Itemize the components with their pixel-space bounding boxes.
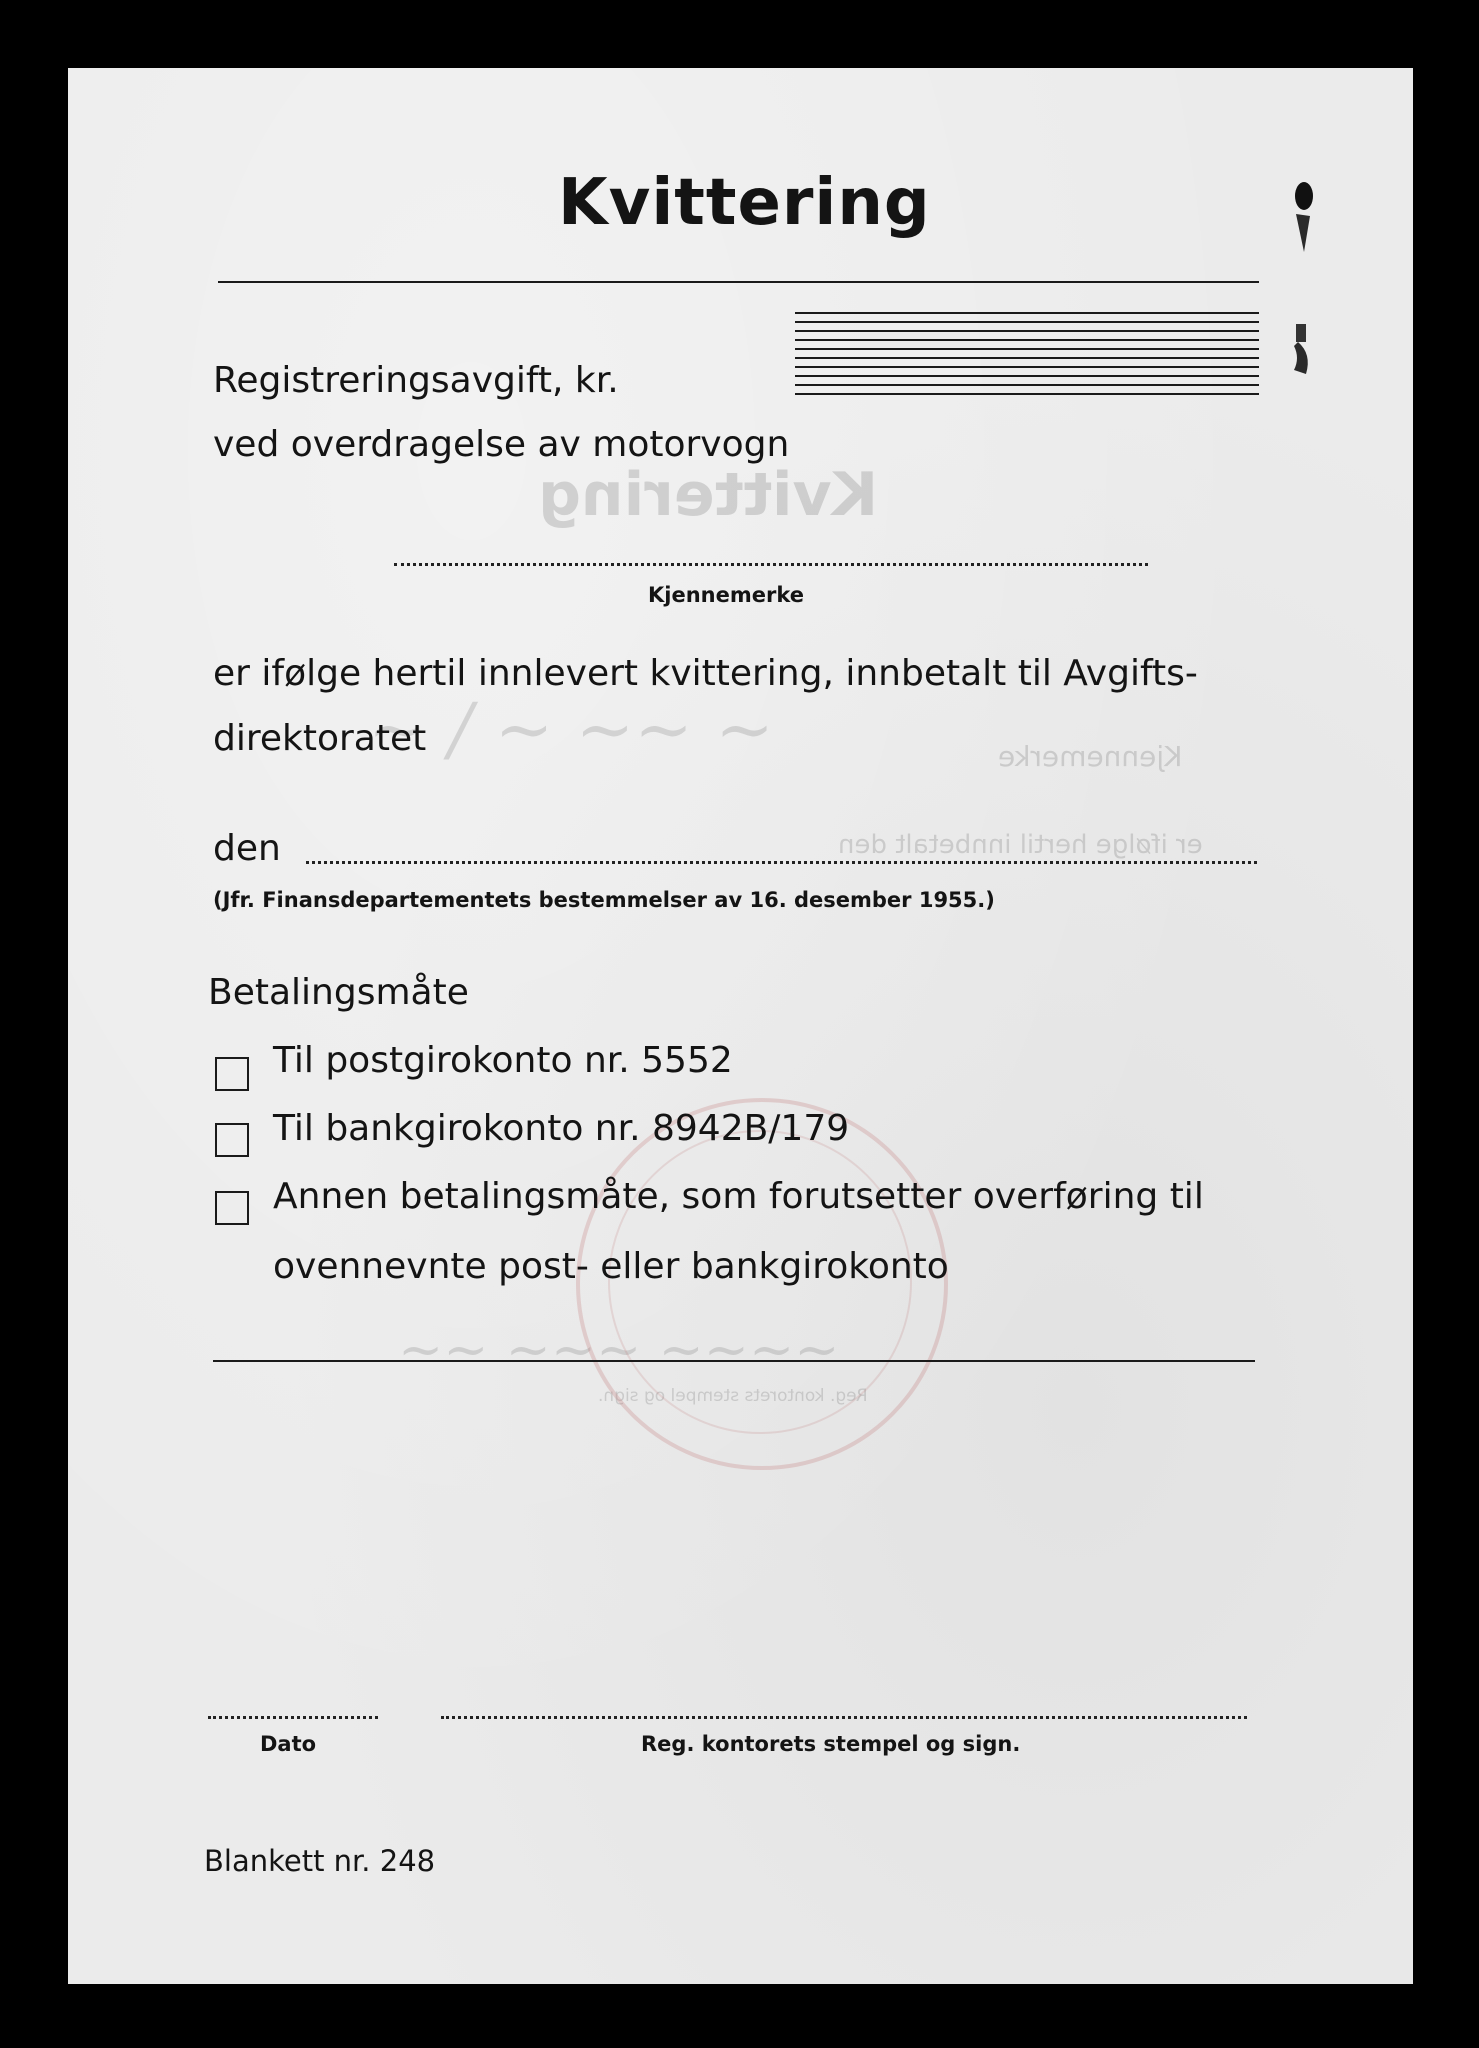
date-signature-line[interactable] xyxy=(208,1716,378,1719)
payment-rule xyxy=(213,1360,1255,1362)
bleed-through-title: Kvittering xyxy=(538,460,879,530)
regulation-note: (Jfr. Finansdepartementets bestemmelser av 16. desember 1955.) xyxy=(213,888,995,912)
payment-heading: Betalingsmåte xyxy=(208,972,469,1013)
bleed-through-stamp-caption: Reg. kontorets stempel og sign. xyxy=(598,1386,868,1406)
fee-sublabel: ved overdragelse av motorvogn xyxy=(213,424,790,465)
paragraph-line-1: er ifølge hertil innlevert kvittering, innbetalt til Avgifts- xyxy=(213,653,1198,694)
form-title: Kvittering xyxy=(558,166,931,240)
faint-handwriting: ~ / ~ ~~ ~ xyxy=(368,688,774,770)
checkbox-bankgiro[interactable] xyxy=(215,1123,249,1157)
option-other-label-line-1: Annen betalingsmåte, som forutsetter overføring til xyxy=(273,1176,1204,1217)
plate-caption: Kjennemerke xyxy=(648,583,804,607)
title-rule xyxy=(218,281,1259,283)
stamp-caption: Reg. kontorets stempel og sign. xyxy=(641,1732,1021,1756)
fee-label: Registreringsavgift, kr. xyxy=(213,360,619,401)
receipt-form xyxy=(68,68,1413,1984)
form-number: Blankett nr. 248 xyxy=(204,1844,436,1878)
fee-amount-box xyxy=(795,312,1259,402)
checkbox-other-payment[interactable] xyxy=(215,1191,249,1225)
paragraph-line-2: direktoratet xyxy=(213,718,427,759)
checkbox-postgiro[interactable] xyxy=(215,1057,249,1091)
date-label: den xyxy=(213,828,281,869)
option-postgiro-label: Til postgirokonto nr. 5552 xyxy=(273,1040,733,1081)
stamp-signature-line[interactable] xyxy=(441,1716,1247,1719)
option-bankgiro-label: Til bankgirokonto nr. 8942B/179 xyxy=(273,1108,850,1149)
bleed-through-caption: Kjennemerke xyxy=(998,740,1183,773)
binder-clip-icon xyxy=(1284,174,1334,374)
option-other-label-line-2: ovennevnte post- eller bankgirokonto xyxy=(273,1246,949,1287)
date-field-line[interactable] xyxy=(306,861,1257,864)
plate-field-line[interactable] xyxy=(394,563,1148,566)
faint-handwriting-2: ~~ ~~~ ~~~~ xyxy=(398,1318,840,1381)
bleed-through-fragment: er ifølge hertil innbetalt den xyxy=(838,830,1203,860)
date-caption: Dato xyxy=(260,1732,317,1756)
